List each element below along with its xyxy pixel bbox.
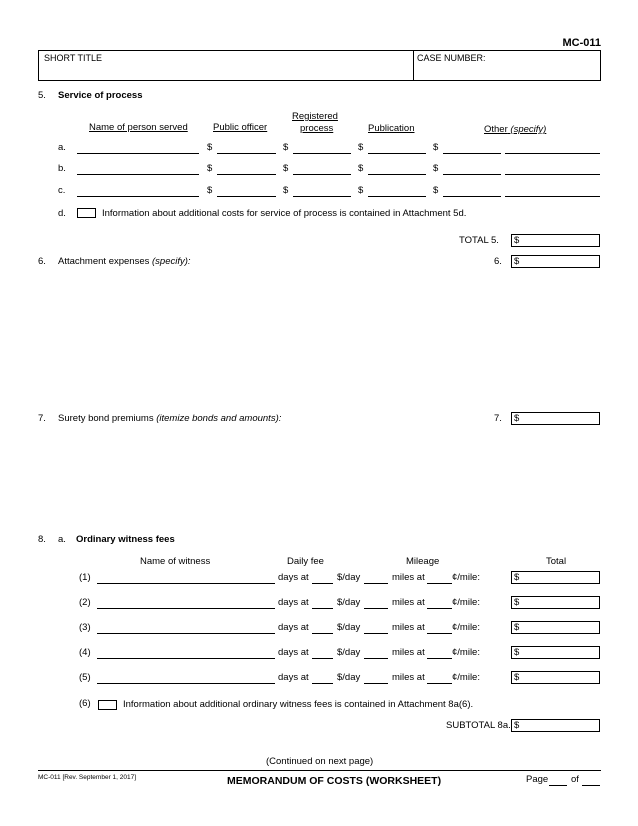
- other-specify-field[interactable]: [505, 196, 600, 197]
- witness-row-num: (3): [79, 622, 91, 633]
- days-at-label: days at: [278, 597, 309, 608]
- currency-sign: $: [207, 163, 213, 174]
- cents-mile-label: ¢/mile:: [452, 572, 480, 583]
- section7-right-label: 7.: [494, 413, 502, 424]
- col-mileage: Mileage: [406, 556, 440, 567]
- person-served-field[interactable]: [77, 174, 199, 175]
- miles-field[interactable]: [427, 608, 452, 609]
- amount-field[interactable]: [293, 153, 351, 154]
- section5-title: Service of process: [58, 90, 143, 101]
- days-field[interactable]: [312, 633, 333, 634]
- case-number-field[interactable]: [417, 66, 597, 79]
- days-at-label: days at: [278, 572, 309, 583]
- row-letter: a.: [58, 142, 66, 153]
- cents-mile-label: ¢/mile:: [452, 647, 480, 658]
- item6-num: (6): [79, 698, 91, 709]
- currency-sign: $: [207, 185, 213, 196]
- daily-fee-field[interactable]: [364, 658, 388, 659]
- days-field[interactable]: [312, 658, 333, 659]
- currency-sign: $: [283, 185, 289, 196]
- col-daily-fee: Daily fee: [287, 556, 324, 567]
- miles-at-label: miles at: [392, 647, 425, 658]
- col-publication: Publication: [368, 123, 415, 134]
- cents-mile-label: ¢/mile:: [452, 622, 480, 633]
- col-total: Total: [546, 556, 567, 567]
- section7-description-area[interactable]: [58, 430, 598, 525]
- total5-label: TOTAL 5.: [459, 235, 499, 246]
- currency-sign: $: [358, 185, 364, 196]
- col-witness-name: Name of witness: [140, 556, 211, 567]
- miles-at-label: miles at: [392, 597, 425, 608]
- amount-field[interactable]: [217, 196, 276, 197]
- witness-name-field[interactable]: [97, 583, 275, 584]
- amount-field[interactable]: [217, 174, 276, 175]
- miles-field[interactable]: [427, 633, 452, 634]
- section6-label: Attachment expenses (specify):: [58, 256, 191, 267]
- currency-sign: $: [433, 142, 439, 153]
- days-field[interactable]: [312, 583, 333, 584]
- amount-field[interactable]: [368, 174, 426, 175]
- witness-row-num: (1): [79, 572, 91, 583]
- days-at-label: days at: [278, 622, 309, 633]
- currency-sign: $: [358, 142, 364, 153]
- miles-at-label: miles at: [392, 622, 425, 633]
- section7-label: Surety bond premiums (itemize bonds and amounts):: [58, 413, 282, 424]
- subtotal8a-field[interactable]: $: [511, 719, 600, 732]
- form-id: MC-011: [562, 37, 601, 49]
- currency-sign: $: [433, 185, 439, 196]
- page-number-field[interactable]: [549, 785, 567, 786]
- of-label: of: [571, 774, 579, 785]
- amount-field[interactable]: [443, 153, 501, 154]
- daily-fee-field[interactable]: [364, 633, 388, 634]
- col-public-officer: Public officer: [213, 122, 268, 133]
- section8-title: Ordinary witness fees: [76, 534, 175, 545]
- section7-total-field[interactable]: $: [511, 412, 600, 425]
- amount-field[interactable]: [217, 153, 276, 154]
- amount-field[interactable]: [293, 196, 351, 197]
- currency-sign: $: [358, 163, 364, 174]
- total5-field[interactable]: $: [511, 234, 600, 247]
- days-field[interactable]: [312, 683, 333, 684]
- witness-name-field[interactable]: [97, 683, 275, 684]
- footer-title: MEMORANDUM OF COSTS (WORKSHEET): [227, 775, 442, 787]
- currency-sign: $: [433, 163, 439, 174]
- section8-number: 8.: [38, 534, 46, 545]
- miles-at-label: miles at: [392, 672, 425, 683]
- amount-field[interactable]: [443, 196, 501, 197]
- witness-name-field[interactable]: [97, 658, 275, 659]
- witness-total-field[interactable]: $: [511, 596, 600, 609]
- short-title-label: SHORT TITLE: [44, 53, 103, 63]
- miles-at-label: miles at: [392, 572, 425, 583]
- person-served-field[interactable]: [77, 153, 199, 154]
- section5-number: 5.: [38, 90, 46, 101]
- item-d-letter: d.: [58, 208, 66, 219]
- per-day-label: $/day: [337, 672, 361, 683]
- amount-field[interactable]: [368, 153, 426, 154]
- section6-number: 6.: [38, 256, 46, 267]
- short-title-field[interactable]: [44, 66, 409, 79]
- miles-field[interactable]: [427, 658, 452, 659]
- witness-name-field[interactable]: [97, 633, 275, 634]
- section8-sub: a.: [58, 534, 66, 545]
- continued-note: (Continued on next page): [266, 756, 374, 767]
- row-letter: c.: [58, 185, 66, 196]
- subtotal8a-label: SUBTOTAL 8a.: [446, 720, 511, 731]
- col-other: Other (specify): [484, 124, 547, 135]
- days-field[interactable]: [312, 608, 333, 609]
- row-letter: b.: [58, 163, 66, 174]
- per-day-label: $/day: [337, 572, 361, 583]
- col-registered-1: Registered: [292, 111, 338, 122]
- days-at-label: days at: [278, 672, 309, 683]
- section6-description-area[interactable]: [58, 272, 598, 402]
- witness-total-field[interactable]: $: [511, 646, 600, 659]
- col-registered-2: process: [300, 123, 334, 134]
- rev-label: MC-011 [Rev. September 1, 2017]: [38, 774, 137, 781]
- witness-total-field[interactable]: $: [511, 671, 600, 684]
- section6-right-label: 6.: [494, 256, 502, 267]
- per-day-label: $/day: [337, 597, 361, 608]
- case-number-label: CASE NUMBER:: [417, 53, 486, 63]
- miles-field[interactable]: [427, 583, 452, 584]
- witness-row-num: (2): [79, 597, 91, 608]
- page-label: Page: [526, 774, 549, 785]
- item6-text: Information about additional ordinary witness fees is contained in Attachment 8a(6).: [123, 699, 474, 710]
- other-specify-field[interactable]: [505, 174, 600, 175]
- daily-fee-field[interactable]: [364, 608, 388, 609]
- daily-fee-field[interactable]: [364, 683, 388, 684]
- amount-field[interactable]: [293, 174, 351, 175]
- person-served-field[interactable]: [77, 196, 199, 197]
- col-name-served: Name of person served: [89, 122, 188, 133]
- amount-field[interactable]: [368, 196, 426, 197]
- per-day-label: $/day: [337, 647, 361, 658]
- footer-rule: [38, 770, 601, 771]
- amount-field[interactable]: [443, 174, 501, 175]
- section7-number: 7.: [38, 413, 46, 424]
- witness-row-num: (4): [79, 647, 91, 658]
- currency-sign: $: [283, 163, 289, 174]
- per-day-label: $/day: [337, 622, 361, 633]
- other-specify-field[interactable]: [505, 153, 600, 154]
- witness-name-field[interactable]: [97, 608, 275, 609]
- cents-mile-label: ¢/mile:: [452, 597, 480, 608]
- item-d-checkbox[interactable]: [77, 208, 96, 218]
- witness-row-num: (5): [79, 672, 91, 683]
- cents-mile-label: ¢/mile:: [452, 672, 480, 683]
- item-d-text: Information about additional costs for service of process is contained in Attachment 5d.: [102, 208, 467, 219]
- currency-sign: $: [283, 142, 289, 153]
- miles-field[interactable]: [427, 683, 452, 684]
- days-at-label: days at: [278, 647, 309, 658]
- witness-total-field[interactable]: $: [511, 621, 600, 634]
- daily-fee-field[interactable]: [364, 583, 388, 584]
- currency-sign: $: [207, 142, 213, 153]
- item6-checkbox[interactable]: [98, 700, 117, 710]
- section6-total-field[interactable]: $: [511, 255, 600, 268]
- page-total-field[interactable]: [582, 785, 600, 786]
- witness-total-field[interactable]: $: [511, 571, 600, 584]
